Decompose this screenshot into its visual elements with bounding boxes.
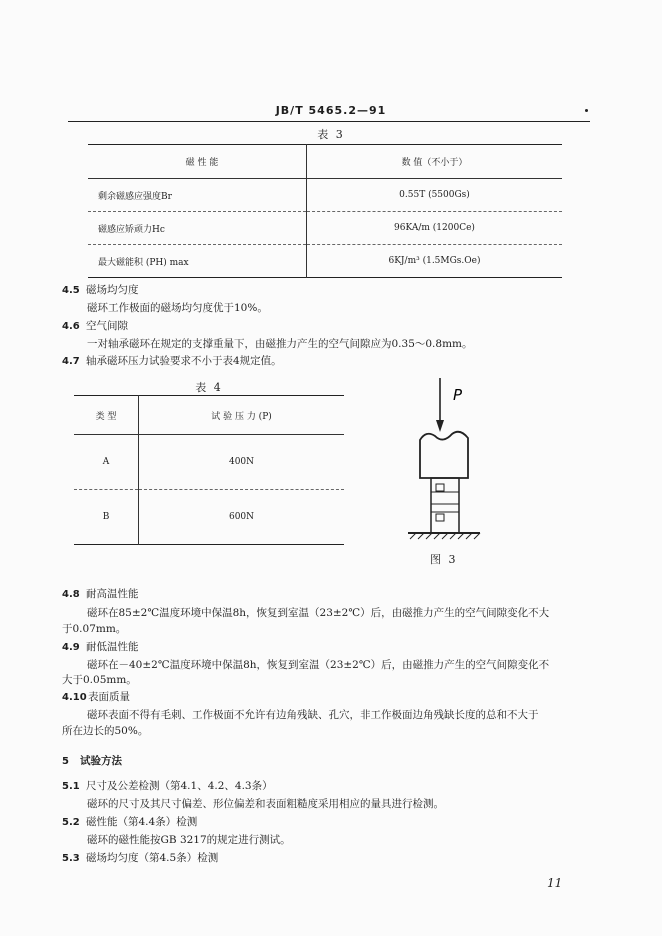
table3 xyxy=(88,144,562,278)
section-number: 5 xyxy=(62,756,69,767)
section-title: 空气间隙 xyxy=(86,320,128,332)
section-4-10-heading xyxy=(62,689,130,704)
table3-header-row xyxy=(88,145,562,179)
force-label: P xyxy=(453,386,463,404)
force-arrow-head xyxy=(436,420,444,432)
section-title: 耐高温性能 xyxy=(86,588,139,600)
figure3-diagram xyxy=(400,372,490,542)
section-title: 表面质量 xyxy=(88,691,130,703)
section-5-heading xyxy=(62,753,122,768)
section-4-6-text: 一对轴承磁环在规定的支撑重量下，由磁推力产生的空气间隙应为0.35～0.8mm。 xyxy=(87,338,473,350)
section-5-2-heading xyxy=(62,814,197,829)
section-title: 尺寸及公差检测（第4.1、4.2、4.3条） xyxy=(86,780,273,792)
table3-value-cell: 0.55T (5500Gs) xyxy=(307,179,563,212)
lower-magnet-ring xyxy=(436,514,444,521)
section-number: 4.8 xyxy=(62,589,80,600)
upper-magnet-ring xyxy=(436,484,444,491)
section-4-10-line2: 所在边长的50%。 xyxy=(62,725,149,737)
figure3-caption: 图 3 xyxy=(430,553,458,566)
section-title: 磁性能（第4.4条）检测 xyxy=(86,816,198,828)
table3-caption: 表 3 xyxy=(317,128,345,141)
section-4-9-line1: 磁环在－40±2℃温度环境中保温8h，恢复到室温（23±2℃）后，由磁推力产生的空气间隙变化不 xyxy=(87,659,550,671)
table-row xyxy=(74,435,344,490)
section-number: 5.1 xyxy=(62,781,80,792)
section-4-9-line2: 大于0.05mm。 xyxy=(62,674,137,686)
header-rule xyxy=(68,121,590,122)
table-row xyxy=(74,490,344,545)
section-number: 4.5 xyxy=(62,285,80,296)
section-4-6-heading xyxy=(62,318,128,333)
table4-pressure-cell: 600N xyxy=(139,490,345,545)
standard-number-header: JB/T 5465.2—91 xyxy=(275,104,387,117)
section-4-5-heading xyxy=(62,282,139,297)
section-title: 试验方法 xyxy=(80,755,122,767)
margin-dot xyxy=(585,109,588,112)
section-number: 5.2 xyxy=(62,817,80,828)
table3-property-cell: 最大磁能积 (PH) max xyxy=(88,245,307,278)
section-4-9-heading xyxy=(62,639,139,654)
section-5-2-text: 磁环的磁性能按GB 3217的规定进行测试。 xyxy=(87,834,291,846)
table-row xyxy=(88,212,562,245)
section-number: 4.7 xyxy=(62,356,80,367)
section-5-1-text: 磁环的尺寸及其尺寸偏差、形位偏差和表面粗糙度采用相应的量具进行检测。 xyxy=(87,798,444,810)
table3-value-cell: 6KJ/m³ (1.5MGs.Oe) xyxy=(307,245,563,278)
section-title: 磁场均匀度 xyxy=(86,284,139,296)
section-number: 4.6 xyxy=(62,321,80,332)
test-shaft xyxy=(431,478,459,533)
section-number: 5.3 xyxy=(62,853,80,864)
section-4-8-heading xyxy=(62,586,139,601)
table3-value-cell: 96KA/m (1200Ce) xyxy=(307,212,563,245)
table3-col1-header: 磁 性 能 xyxy=(88,145,307,179)
table4 xyxy=(74,395,344,545)
table4-col1-header: 类 型 xyxy=(74,396,139,435)
page-number: 11 xyxy=(547,876,563,890)
table3-col2-header: 数 值（不小于） xyxy=(307,145,563,179)
table4-type-cell: B xyxy=(74,490,139,545)
table3-property-cell: 剩余磁感应强度Br xyxy=(88,179,307,212)
section-title: 耐低温性能 xyxy=(86,641,139,653)
table-row xyxy=(88,245,562,278)
section-4-5-text: 磁环工作极面的磁场均匀度优于10%。 xyxy=(87,302,268,314)
section-4-8-line1: 磁环在85±2℃温度环境中保温8h，恢复到室温（23±2℃）后，由磁推力产生的空气间隙变化不大 xyxy=(87,607,550,619)
section-title: 磁场均匀度（第4.5条）检测 xyxy=(86,852,219,864)
table4-col2-header: 试 验 压 力 (P) xyxy=(139,396,345,435)
section-number: 4.9 xyxy=(62,642,80,653)
section-number: 4.10 xyxy=(62,692,87,703)
table4-pressure-cell: 400N xyxy=(139,435,345,490)
section-5-1-heading xyxy=(62,778,273,793)
table4-caption: 表 4 xyxy=(195,381,223,394)
table3-property-cell: 磁感应矫顽力Hc xyxy=(88,212,307,245)
section-4-7-heading xyxy=(62,353,282,368)
table4-header-row xyxy=(74,396,344,435)
section-4-10-line1: 磁环表面不得有毛刺、工作极面不允许有边角残缺、孔穴，非工作极面边角残缺长度的总和不大于 xyxy=(87,709,539,721)
upper-press-block xyxy=(420,432,468,478)
section-text: 轴承磁环压力试验要求不小于表4规定值。 xyxy=(86,355,282,367)
section-4-8-line2: 于0.07mm。 xyxy=(62,623,127,635)
section-5-3-heading xyxy=(62,850,218,865)
table4-type-cell: A xyxy=(74,435,139,490)
table-row xyxy=(88,179,562,212)
